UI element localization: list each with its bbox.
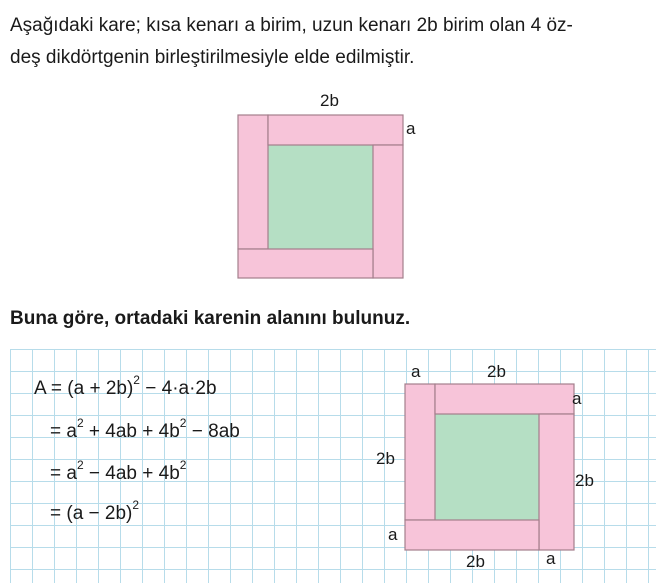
solution-step-2: = $a^2 + 4ab + 4b^2 - 8ab$ bbox=[50, 415, 240, 442]
top-figure-label-a: a bbox=[406, 119, 416, 138]
rect-right bbox=[539, 414, 574, 550]
rect-left bbox=[405, 384, 435, 520]
rect-top bbox=[268, 115, 403, 145]
bottom-label-bottom-a: a bbox=[546, 549, 556, 568]
rect-bottom bbox=[405, 520, 539, 550]
bottom-label-right-a: a bbox=[572, 389, 582, 408]
rect-right bbox=[373, 145, 403, 278]
inner-square bbox=[268, 145, 373, 249]
problem-line-1: Aşağıdaki kare; kısa kenarı a birim, uzun kenarı 2b birim olan 4 öz- bbox=[10, 15, 573, 36]
bottom-label-top-a: a bbox=[411, 362, 421, 381]
instruction: Buna göre, ortadaki karenin alanını bulunuz. bbox=[10, 308, 411, 329]
problem-statement bbox=[10, 10, 652, 74]
solution-step-1: $A = (a + 2b)^2 - 4\cdot a\cdot 2b$ bbox=[34, 372, 217, 399]
top-square-figure bbox=[237, 114, 407, 279]
inner-square bbox=[435, 414, 539, 520]
bottom-label-right-2b: 2b bbox=[575, 471, 594, 490]
bottom-label-left-a: a bbox=[388, 525, 398, 544]
rect-top bbox=[435, 384, 574, 414]
rect-left bbox=[238, 115, 268, 249]
bottom-square-figure bbox=[404, 383, 576, 552]
bottom-label-top-2b: 2b bbox=[487, 362, 506, 381]
solution-step-4: = $(a - 2b)^2$ bbox=[50, 497, 140, 524]
top-figure-label-2b: 2b bbox=[320, 91, 339, 110]
rect-bottom bbox=[238, 249, 373, 278]
problem-line-2: deş dikdörtgenin birleştirilmesiyle elde edilmiştir. bbox=[10, 47, 415, 68]
solution-step-3: = $a^2 - 4ab + 4b^2$ bbox=[50, 457, 187, 484]
bottom-label-bottom-2b: 2b bbox=[466, 552, 485, 571]
bottom-label-left-2b: 2b bbox=[376, 449, 395, 468]
